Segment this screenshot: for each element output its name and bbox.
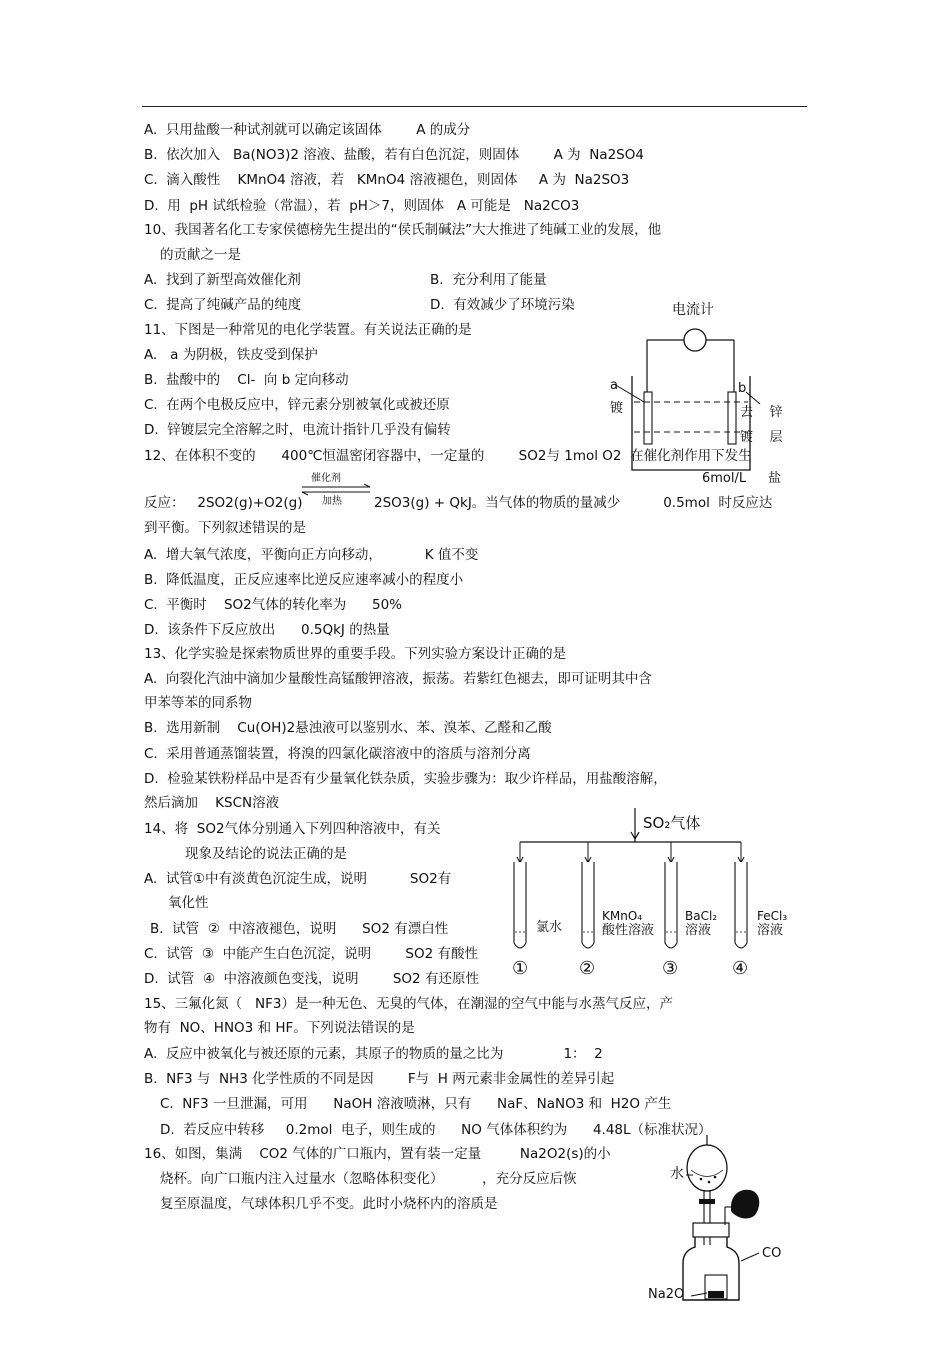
q11-option-a: A. a 为阴极，铁皮受到保护: [144, 347, 318, 363]
electrode-b-label: b: [738, 381, 747, 396]
tube-3-number: ③: [662, 958, 679, 979]
q12-option-c: C. 平衡时 SO2气体的转化率为 50%: [144, 597, 403, 613]
q15-stem-cont: 物有 NO、HNO3 和 HF。下列说法错误的是: [144, 1020, 415, 1036]
electrode-b-note-2: 镀 层: [740, 430, 783, 445]
q14-option-d: D. 试管 ④ 中溶液颜色变浅，说明 SO2 有还原性: [144, 971, 479, 987]
tube-2-reagent: KMnO₄: [602, 909, 643, 923]
catalyst-label: 催化剂: [311, 473, 341, 484]
q12-option-a: A. 增大氧气浓度，平衡向正方向移动， K 值不变: [144, 547, 479, 563]
q11-stem: 11、下图是一种常见的电化学装置。有关说法正确的是: [144, 322, 472, 338]
q14-option-b: B. 试管 ② 中溶液褪色，说明 SO2 有漂白性: [150, 921, 449, 937]
water-label: 水: [670, 1166, 684, 1182]
q13-option-b: B. 选用新制 Cu(OH)2悬浊液可以鉴别水、苯、溴苯、乙醛和乙酸: [144, 720, 552, 736]
meter-label: 电流计: [672, 302, 714, 318]
q10-stem-cont: 的贡献之一是: [160, 247, 241, 263]
q9-option-a: A. 只用盐酸一种试剂就可以确定该固体 A 的成分: [144, 122, 471, 138]
q13-option-d: D. 检验某铁粉样品中是否有少量氧化铁杂质，实验步骤为：取少许样品，用盐酸溶解，: [144, 771, 667, 787]
q9-option-d: D. 用 pH 试纸检验（常温），若 pH＞7，则固体 A 可能是 Na2CO3: [144, 198, 580, 214]
q12-reaction-suffix: 2SO3(g) + QkJ。当气体的物质的量减少 0.5mol 时反应达: [374, 495, 773, 511]
q9-option-c: C. 滴入酸性 KMnO4 溶液，若 KMnO4 溶液褪色，则固体 A 为 Na2SO3: [144, 172, 630, 188]
galvanometer-icon: [684, 329, 706, 351]
stopper: [693, 1223, 729, 1237]
tube-1-reagent: 氯水: [536, 920, 563, 935]
stopcock: [699, 1199, 715, 1204]
q13-stem: 13、化学实验是探索物质世界的重要手段。下列实验方案设计正确的是: [144, 646, 567, 662]
tube-3: [665, 842, 677, 948]
q13-option-a-cont: 甲苯等苯的同系物: [144, 695, 252, 711]
q15-option-c: C. NF3 一旦泄漏，可用 NaOH 溶液喷淋，只有 NaF、NaNO3 和 H2O 产生: [160, 1096, 672, 1112]
tube-3-reagent-cont: 溶液: [685, 923, 712, 938]
q15-option-d: D. 若反应中转移 0.2mol 电子，则生成的 NO 气体体积约为 4.48L（标准状况）: [160, 1122, 712, 1138]
acid-label: 盐: [768, 471, 782, 486]
q10-stem: 10、我国著名化工专家侯德榜先生提出的“侯氏制碱法”大大推进了纯碱工业的发展，他: [144, 222, 662, 238]
q14-option-c: C. 试管 ③ 中能产生白色沉淀，说明 SO2 有酸性: [144, 946, 478, 962]
electrode-b-note-1: 去 锌: [740, 405, 783, 420]
q16-stem-cont-1: 烧杯。向广口瓶内注入过量水（忽略体积变化） ，充分反应后恢: [160, 1171, 577, 1187]
tube-1: [514, 842, 526, 948]
q14-stem: 14、将 SO2气体分别通入下列四种溶液中，有关: [144, 821, 441, 837]
electrode-a: [644, 392, 652, 444]
so2-test-tubes-diagram: [505, 808, 805, 983]
tube-3-reagent: BaCl₂: [685, 909, 718, 923]
q12-option-b: B. 降低温度，正反应速率比逆反应速率减小的程度小: [144, 572, 464, 588]
acid-concentration: 6mol/L: [702, 471, 747, 486]
co2-bottle-diagram: [665, 1135, 800, 1310]
tube-2-reagent-cont: 酸性溶液: [602, 923, 655, 938]
q11-option-c: C. 在两个电极反应中，锌元素分别被氧化或被还原: [144, 397, 450, 413]
q15-option-b: B. NF3 与 NH3 化学性质的不同是因 F与 H 两元素非金属性的差异引起: [144, 1071, 615, 1087]
tube-4-reagent-cont: 溶液: [757, 923, 784, 938]
q12-stem: 12、在体积不变的 400℃恒温密闭容器中，一定量的 SO2与 1mol O2 在催化剂作用下发生: [144, 448, 752, 464]
q14-option-a-cont: 氧化性: [168, 895, 209, 911]
co2-label: CO: [762, 1246, 782, 1261]
tube-4-reagent: FeCl₃: [757, 909, 788, 923]
q13-option-c: C. 采用普通蒸馏装置，将溴的四氯化碳溶液中的溶质与溶剂分离: [144, 746, 531, 762]
so2-gas-label: SO₂气体: [643, 814, 701, 832]
q10-option-c: C. 提高了纯碱产品的纯度: [144, 297, 302, 313]
tube-1-number: ①: [512, 958, 529, 979]
q11-option-b: B. 盐酸中的 Cl- 向 b 定向移动: [144, 372, 349, 388]
tube-4: [735, 842, 747, 948]
q10-option-a: A. 找到了新型高效催化剂: [144, 272, 301, 288]
electrode-a-note: 镀: [610, 401, 624, 416]
balloon: [731, 1190, 759, 1219]
dropping-funnel: [687, 1145, 727, 1191]
tube-2: [582, 842, 594, 948]
q11-option-d: D. 锌镀层完全溶解之时，电流计指针几乎没有偏转: [144, 422, 451, 438]
q15-stem: 15、三氟化氮（ NF3）是一种无色、无臭的气体，在潮湿的空气中能与水蒸气反应，产: [144, 996, 674, 1012]
q15-option-a: A. 反应中被氧化与被还原的元素，其原子的物质的量之比为 1： 2: [144, 1046, 603, 1062]
na2o2-label: Na2O: [648, 1287, 685, 1302]
q12-stem-cont: 到平衡。下列叙述错误的是: [144, 520, 306, 536]
q10-option-d: D. 有效减少了环境污染: [430, 297, 575, 313]
q10-option-b: B. 充分利用了能量: [430, 272, 547, 288]
q16-stem: 16、如图，集满 CO2 气体的广口瓶内，置有装一定量 Na2O2(s)的小: [144, 1146, 611, 1162]
q9-option-b: B. 依次加入 Ba(NO3)2 溶液、盐酸，若有白色沉淀，则固体 A 为 Na2SO4: [144, 147, 644, 163]
heat-label: 加热: [322, 496, 342, 507]
q13-option-a: A. 向裂化汽油中滴加少量酸性高锰酸钾溶液，振荡。若紫红色褪去，即可证明其中含: [144, 671, 652, 687]
q14-option-a: A. 试管①中有淡黄色沉淀生成，说明 SO2有: [144, 871, 452, 887]
electrode-a-label: a: [610, 378, 618, 393]
tube-2-number: ②: [579, 958, 596, 979]
header-rule: [142, 106, 807, 107]
tube-4-number: ④: [732, 958, 749, 979]
q13-option-d-cont: 然后滴加 KSCN溶液: [144, 795, 280, 811]
q12-reaction-prefix: 反应： 2SO2(g)+O2(g): [144, 495, 303, 511]
q12-option-d: D. 该条件下反应放出 0.5QkJ 的热量: [144, 622, 390, 638]
q14-stem-cont: 现象及结论的说法正确的是: [185, 846, 347, 862]
electrode-b: [728, 392, 736, 444]
q16-stem-cont-2: 复至原温度，气球体积几乎不变。此时小烧杯内的溶质是: [160, 1196, 498, 1212]
